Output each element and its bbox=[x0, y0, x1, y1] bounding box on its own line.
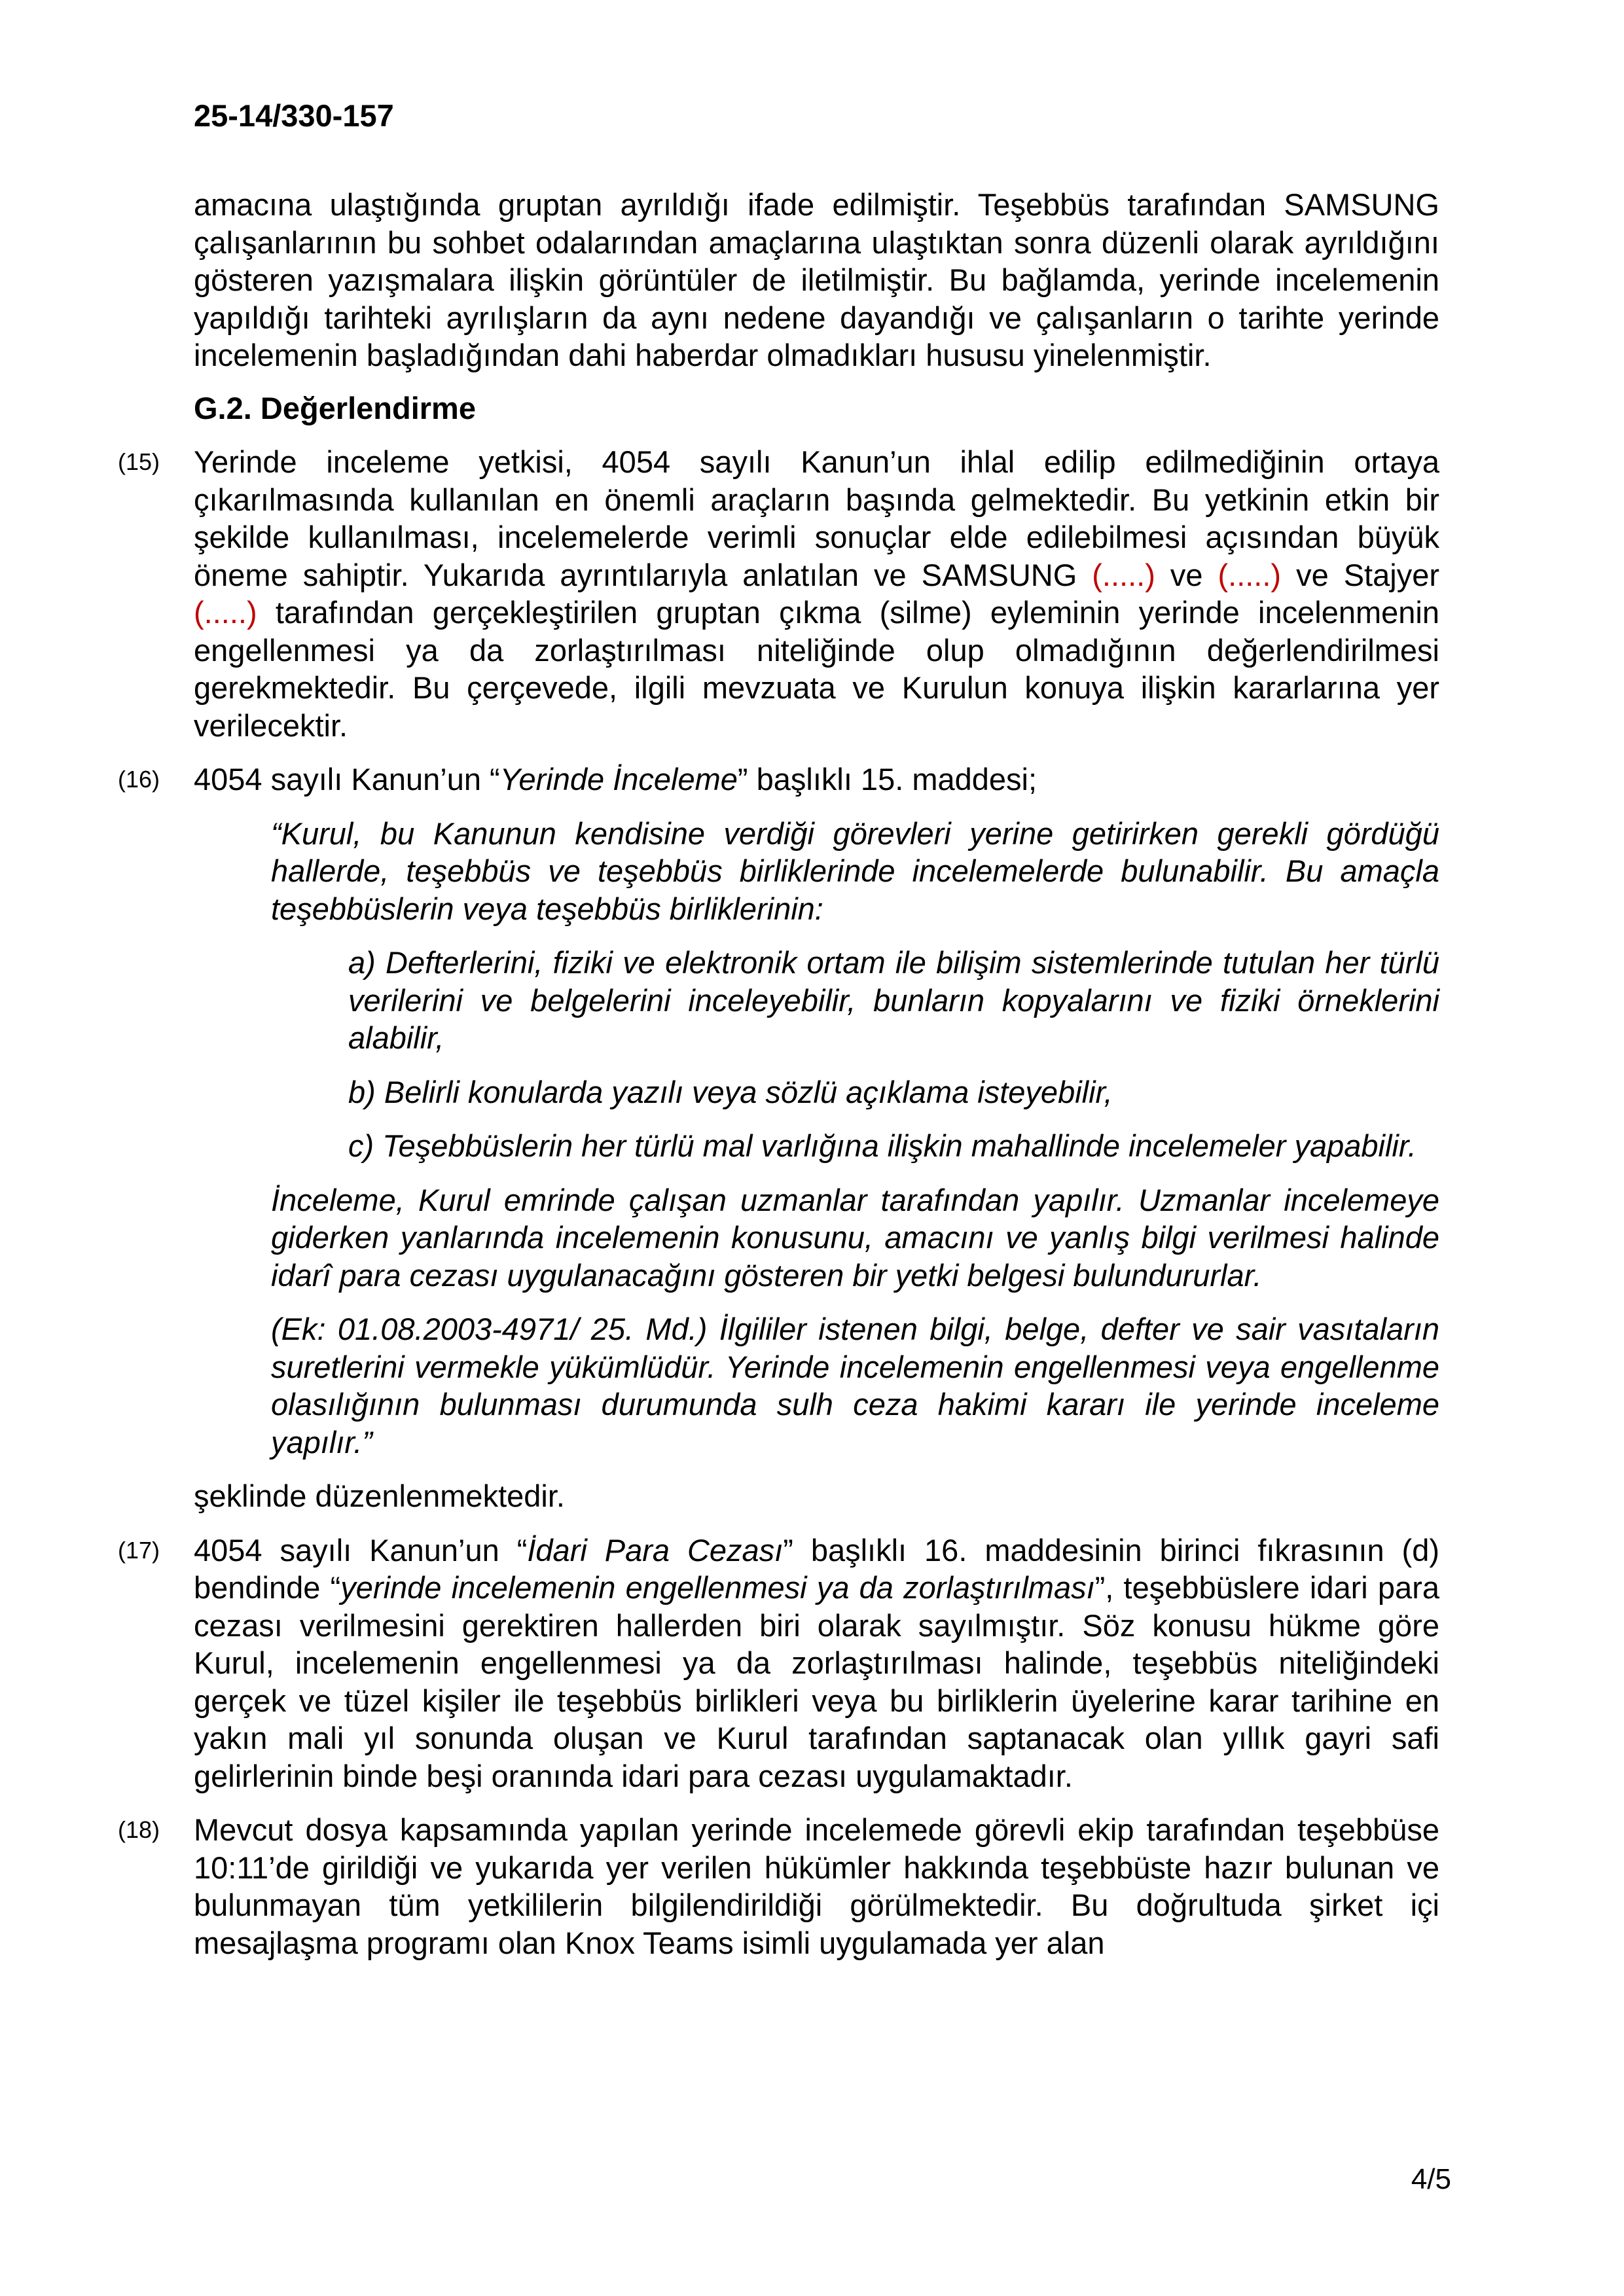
paragraph-text: ve Stajyer bbox=[1281, 557, 1439, 592]
document-reference-number: 25-14/330-157 bbox=[194, 98, 394, 133]
paragraph-17 bbox=[118, 1532, 1440, 1795]
paragraph-text: Mevcut dosya kapsamında yapılan yerinde incelemede görevli ekip tarafından teşebbüse 10:11’de girildiği ve yukarıda yer verilen hükümler hakkında teşebbüste hazır bulunan ve bulunmayan tüm yetkililerin bilgilendirildiği görülmektedir. Bu doğrultuda şirket içi mesajlaşma programı olan Knox Teams isimli uygulamada yer alan bbox=[194, 1812, 1439, 1960]
paragraph-text: ” başlıklı 15. maddesi; bbox=[737, 762, 1038, 797]
redaction-marker: (.....) bbox=[1218, 557, 1282, 592]
quoted-law-item-b: b) Belirli konularda yazılı veya sözlü açıklama isteyebilir, bbox=[348, 1074, 1113, 1109]
section-heading: G.2. Değerlendirme bbox=[194, 390, 476, 425]
paragraph-text: Yerinde inceleme yetkisi, 4054 sayılı Kanun’un ihlal edilip edilmediğinin ortaya çıkarılmasında kullanılan en önemli araçların başında gelmektedir. Bu yetkinin etkin bir şekilde kullanılması, incelemelerde verimli sonuçlar elde edilebilmesi açısından büyük öneme sahiptir. Yukarıda ayrıntılarıyla anlatılan ve SAMSUNG bbox=[194, 444, 1439, 592]
paragraph-text: tarafından gerçekleştirilen gruptan çıkma (silme) eyleminin yerinde incelenmenin engellenmesi ya da zorlaştırılması niteliğinde olup olmadığının değerlendirilmesi gerekmektedir. Bu çerçevede, ilgili mevzuata ve Kurulun konuya ilişkin kararlarına yer verilecektir. bbox=[194, 595, 1439, 743]
paragraph-text: ve bbox=[1155, 557, 1218, 592]
document-body bbox=[118, 186, 1440, 1962]
paragraph-text: ” başlıklı 16. maddesinin birinci fıkrasının (d) bendinde “ bbox=[194, 1532, 1440, 1605]
paragraph-text: ”, teşebbüslere idari para cezası verilmesini gerektiren hallerden biri olarak sayılmıştır. Söz konusu hükme göre Kurul, incelemenin engellenmesi ya da zorlaştırılması halinde, teşebbüs niteliğindeki gerçek ve tüzel kişiler ile teşebbüs birlikleri veya bu birliklerin üyelerine karar tarihine en yakın mali yıl sonunda oluşan ve Kurul tarafından saptanacak olan yıllık gayri safi gelirlerinin binde beşi oranında idari para cezası uygulamaktadır. bbox=[194, 1570, 1439, 1793]
paragraph-18 bbox=[118, 1811, 1439, 1962]
redaction-marker: (.....) bbox=[1092, 557, 1155, 592]
quoted-law-text: “Kurul, bu Kanunun kendisine verdiği görevleri yerine getirirken gerekli gördüğü hallerde, teşebbüs ve teşebbüs birliklerinde incelemelerde bulunabilir. Bu amaçla teşebbüslerin veya teşebbüs birliklerinin: bbox=[271, 816, 1439, 926]
paragraph-16 bbox=[118, 761, 1439, 798]
paragraph-number: (18) bbox=[118, 1816, 160, 1843]
quoted-phrase: yerinde incelemenin engellenmesi ya da zorlaştırılması bbox=[340, 1570, 1095, 1605]
quoted-law-text: (Ek: 01.08.2003-4971/ 25. Md.) İlgililer istenen bilgi, belge, defter ve sair vasıtaların suretlerini vermekle yükümlüdür. Yerinde incelemenin engellenmesi veya engellenme olasılığının bulunması durumunda sulh ceza hakimi kararı ile yerinde inceleme yapılır.” bbox=[271, 1312, 1439, 1460]
quoted-law-text: İnceleme, Kurul emrinde çalışan uzmanlar tarafından yapılır. Uzmanlar incelemeye giderken yanlarında incelemenin konusunu, amacını ve yanlış bilgi verilmesi halinde idarî para cezası uygulanacağını gösteren bir yetki belgesi bulundururlar. bbox=[271, 1182, 1439, 1293]
page-number: 4/5 bbox=[1411, 2163, 1451, 2195]
paragraph-text: 4054 sayılı Kanun’un “ bbox=[194, 1532, 528, 1568]
continuation-paragraph: amacına ulaştığında gruptan ayrıldığı ifade edilmiştir. Teşebbüs tarafından SAMSUNG çalışanlarının bu sohbet odalarından amaçlarına ulaştıktan sonra düzenli olarak ayrıldığını gösteren yazışmalara ilişkin görüntüler de iletilmiştir. Bu bağlamda, yerinde incelemenin yapıldığı tarihteki ayrılışların da aynı nedene dayandığı ve çalışanların o tarihte yerinde incelemenin başladığından dahi haberdar olmadıkları hususu yinelenmiştir. bbox=[194, 187, 1439, 372]
redaction-marker: (.....) bbox=[194, 595, 257, 630]
closing-sentence: şeklinde düzenlenmektedir. bbox=[194, 1479, 565, 1513]
paragraph-text: 4054 sayılı Kanun’un “ bbox=[194, 762, 500, 797]
paragraph-number: (17) bbox=[118, 1536, 160, 1564]
quoted-law-item-c: c) Teşebbüslerin her türlü mal varlığına ilişkin mahallinde incelemeler yapabilir. bbox=[348, 1128, 1416, 1163]
paragraph-number: (15) bbox=[118, 448, 160, 475]
paragraph-15 bbox=[118, 443, 1439, 744]
quoted-law-item-a: a) Defterlerini, fiziki ve elektronik ortam ile bilişim sistemlerinde tutulan her türlü verilerini ve belgelerini inceleyebilir, bunların kopyalarını ve fiziki örneklerini alabilir, bbox=[348, 945, 1439, 1055]
law-article-title: İdari Para Cezası bbox=[527, 1532, 784, 1568]
law-article-title: Yerinde İnceleme bbox=[499, 762, 738, 797]
paragraph-number: (16) bbox=[118, 766, 160, 793]
